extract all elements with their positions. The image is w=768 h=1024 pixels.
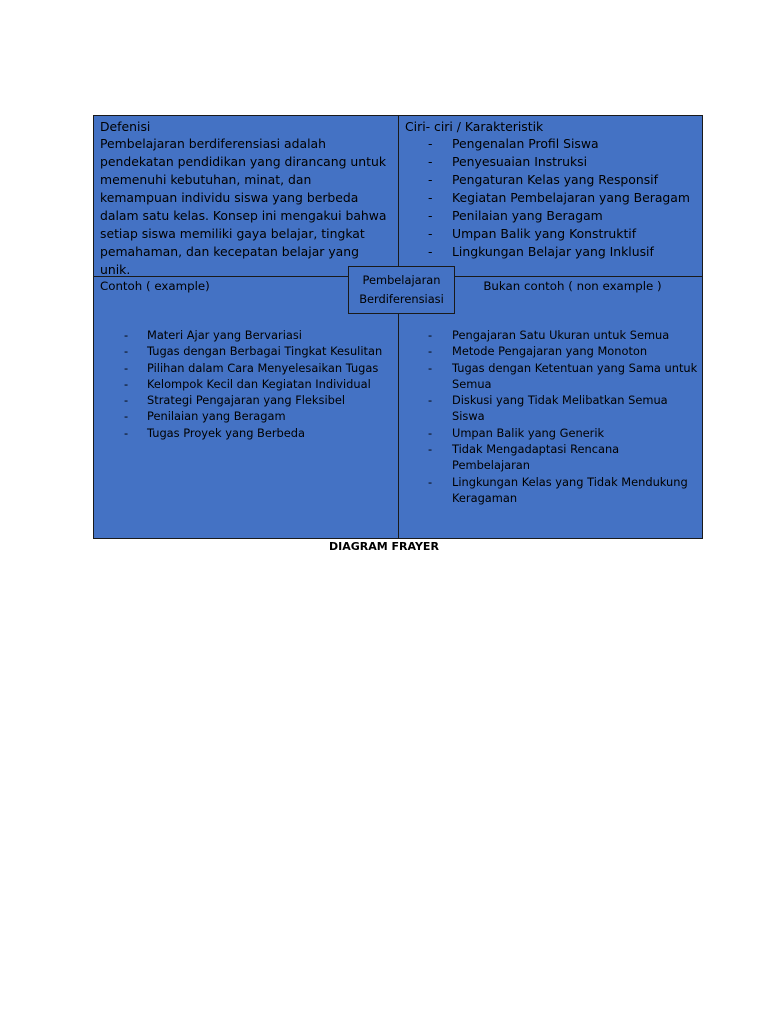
list-item: - Materi Ajar yang Bervariasi [100, 327, 392, 343]
non-examples-list [405, 327, 700, 506]
diagram-caption: DIAGRAM FRAYER [329, 540, 439, 553]
center-concept-line-1: Pembelajaran [362, 273, 441, 287]
list-item: - Umpan Balik yang Generik [405, 425, 700, 441]
definition-heading: Defenisi [100, 119, 151, 134]
list-item: - Metode Pengajaran yang Monoton [405, 343, 700, 359]
list-item: - Penilaian yang Beragam [405, 207, 700, 225]
list-item: - Tugas dengan Berbagai Tingkat Kesulitan [100, 343, 392, 359]
non-examples-heading: Bukan contoh ( non example ) [483, 279, 662, 293]
caption-rule [93, 538, 703, 539]
examples-list [100, 327, 392, 441]
characteristics-heading: Ciri- ciri / Karakteristik [405, 119, 544, 134]
vertical-divider [398, 116, 399, 538]
center-concept-line-2: Berdiferensiasi [359, 292, 444, 306]
list-item: - Pengenalan Profil Siswa [405, 135, 700, 153]
list-item: - Lingkungan Kelas yang Tidak Mendukung Keragaman [405, 474, 700, 507]
list-item: - Strategi Pengajaran yang Fleksibel [100, 392, 392, 408]
list-item: - Pengajaran Satu Ukuran untuk Semua [405, 327, 700, 343]
list-item: - Kelompok Kecil dan Kegiatan Individual [100, 376, 392, 392]
list-item: - Penyesuaian Instruksi [405, 153, 700, 171]
list-item: - Pengaturan Kelas yang Responsif [405, 171, 700, 189]
list-item: - Tidak Mengadaptasi Rencana Pembelajaran [405, 441, 700, 474]
examples-heading: Contoh ( example) [100, 279, 210, 293]
list-item: - Penilaian yang Beragam [100, 408, 392, 424]
list-item: - Lingkungan Belajar yang Inklusif [405, 243, 700, 261]
frayer-diagram [93, 115, 703, 539]
list-item: - Tugas dengan Ketentuan yang Sama untuk Semua [405, 360, 700, 393]
list-item: - Tugas Proyek yang Berbeda [100, 425, 392, 441]
list-item: - Diskusi yang Tidak Melibatkan Semua Siswa [405, 392, 700, 425]
list-item: - Umpan Balik yang Konstruktif [405, 225, 700, 243]
definition-text: Pembelajaran berdiferensiasi adalah pendekatan pendidikan yang dirancang untuk memenuhi kebutuhan, minat, dan kemampuan individu siswa yang berbeda dalam satu kelas. Konsep ini mengakui bahwa setiap siswa memiliki gaya belajar, tingkat pemahaman, dan kecepatan belajar yang unik. [100, 136, 387, 277]
list-item: - Pilihan dalam Cara Menyelesaikan Tugas [100, 360, 392, 376]
definition-quadrant [100, 118, 392, 279]
characteristics-list [405, 135, 700, 261]
list-item: - Kegiatan Pembelajaran yang Beragam [405, 189, 700, 207]
center-concept-box [348, 266, 455, 314]
characteristics-quadrant [405, 118, 700, 261]
